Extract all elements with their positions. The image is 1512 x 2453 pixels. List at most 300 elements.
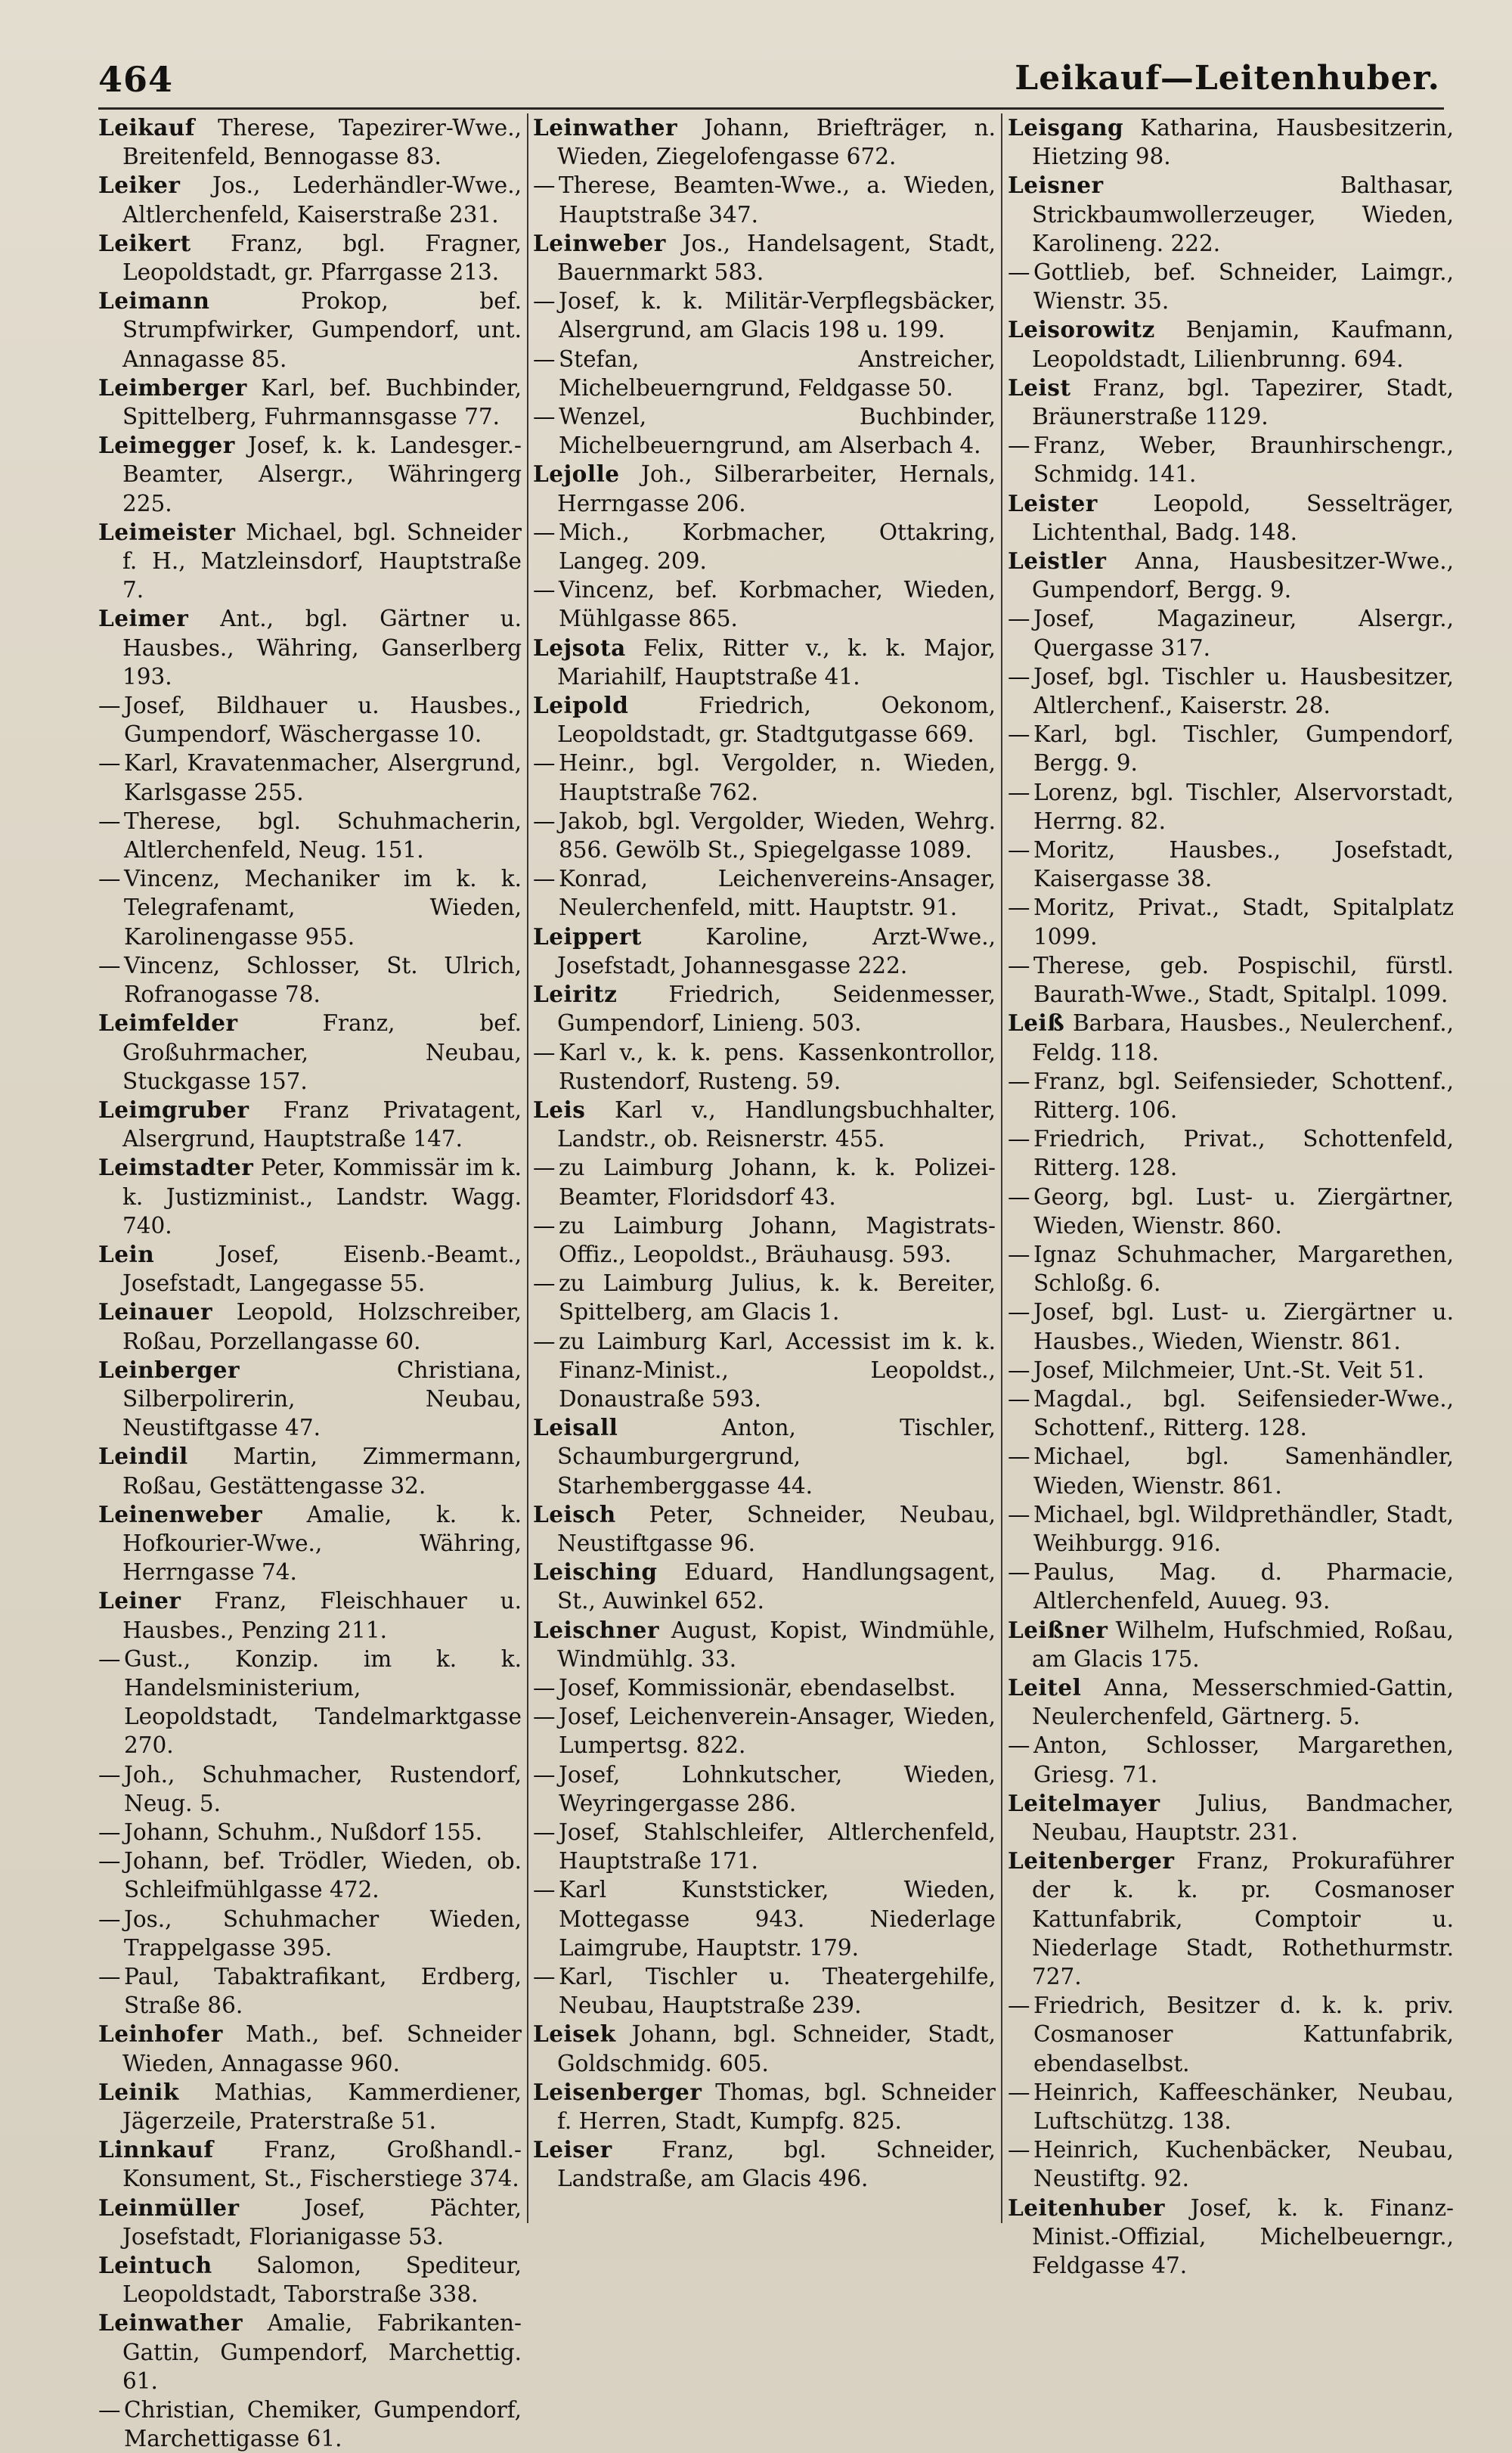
directory-entry: [98, 229, 522, 287]
ditto-dash: —: [98, 952, 121, 978]
ditto-dash: —: [533, 288, 556, 315]
entry-text: Katharina, Hausbesitzerin, Hietzing 98.: [1032, 115, 1454, 170]
surname: Leimeister: [98, 518, 236, 545]
surname: Leinhofer: [98, 2020, 223, 2048]
entry-text: zu Laimburg Johann, k. k. Polizei-Beamter, Floridsdorf 43.: [559, 1155, 996, 1210]
entry-text: Heinr., bgl. Vergolder, n. Wieden, Hauptstraße 762.: [559, 750, 996, 805]
sub-entry: [533, 1211, 996, 1269]
entry-text: Christiana, Silberpolirerin, Neubau, Neustiftgasse 47.: [122, 1357, 522, 1441]
surname: Leis: [533, 1096, 586, 1123]
ditto-dash: —: [533, 1674, 556, 1701]
entry-text: Franz, bgl. Tapezirer, Stadt, Bräunerstraße 1129.: [1032, 374, 1454, 430]
directory-entry: [533, 2078, 996, 2135]
surname: Leimegger: [98, 432, 235, 459]
entry-text: Leopold, Holzschreiber, Roßau, Porzellangasse 60.: [122, 1299, 522, 1354]
sub-entry: [1008, 1298, 1454, 1355]
entry-text: Friedrich, Privat., Schottenfeld, Ritterg. 128.: [1033, 1126, 1454, 1181]
directory-entry: [533, 229, 996, 287]
sub-entry: [98, 1645, 522, 1760]
entry-text: Joh., Silberarbeiter, Hernals, Herrngasse 206.: [557, 461, 996, 516]
surname: Leist: [1008, 374, 1071, 401]
ditto-dash: —: [533, 1212, 556, 1239]
surname: Leinwather: [533, 114, 678, 141]
ditto-dash: —: [533, 750, 556, 777]
surname: Leikert: [98, 229, 191, 256]
entry-text: Therese, Tapezirer-Wwe., Breitenfeld, Bennogasse 83.: [122, 115, 522, 170]
entry-text: Anton, Schlosser, Margarethen, Griesg. 71.: [1033, 1732, 1454, 1788]
surname: Leisching: [533, 1558, 658, 1586]
entry-text: Magdal., bgl. Seifensieder-Wwe., Schottenf., Ritterg. 128.: [1033, 1385, 1454, 1441]
sub-entry: [1008, 1500, 1454, 1558]
sub-entry: [533, 518, 996, 575]
sub-entry: [533, 864, 996, 922]
entry-text: Gust., Konzip. im k. k. Handelsministerium, Leopoldstadt, Tandelmarktgasse 270.: [124, 1645, 522, 1759]
entry-text: Karl Kunststicker, Wieden, Mottegasse 943. Niederlage Laimgrube, Hauptstr. 179.: [559, 1877, 996, 1961]
directory-entry: [98, 1442, 522, 1499]
ditto-dash: —: [533, 1270, 556, 1297]
ditto-dash: —: [98, 1848, 121, 1875]
directory-entry: [98, 171, 522, 228]
ditto-dash: —: [533, 866, 556, 892]
directory-entry: [1008, 489, 1454, 547]
entry-text: Gottlieb, bef. Schneider, Laimgr., Wienstr. 35.: [1033, 259, 1454, 315]
directory-entry: [1008, 1673, 1454, 1731]
entry-text: Josef, bgl. Lust- u. Ziergärtner u. Hausbes., Wieden, Wienstr. 861.: [1033, 1299, 1454, 1354]
entry-text: Johann, Briefträger, n. Wieden, Ziegelofengasse 672.: [557, 115, 996, 170]
entry-text: Joh., Schuhmacher, Rustendorf, Neug. 5.: [124, 1761, 522, 1816]
entry-text: Franz, Prokuraführer der k. k. pr. Cosmanoser Kattunfabrik, Comptoir u. Niederlage Stadt, Rothethurmstr. 727.: [1032, 1848, 1454, 1989]
directory-entry: [98, 374, 522, 431]
directory-entry: [533, 1413, 996, 1500]
ditto-dash: —: [1008, 1501, 1030, 1527]
sub-entry: [98, 864, 522, 951]
entry-text: Stefan, Anstreicher, Michelbeuerngrund, Feldgasse 50.: [559, 346, 996, 401]
ditto-dash: —: [98, 866, 121, 892]
sub-entry: [1008, 2078, 1454, 2135]
sub-entry: [1008, 836, 1454, 893]
column-2: [533, 113, 996, 2231]
entry-text: Vincenz, Mechaniker im k. k. Telegrafenamt, Wieden, Karolinengasse 955.: [124, 866, 522, 950]
column-divider: [527, 113, 528, 2223]
ditto-dash: —: [1008, 952, 1030, 978]
sub-entry: [533, 345, 996, 402]
ditto-dash: —: [1008, 433, 1030, 459]
entry-text: Josef, Milchmeier, Unt.-St. Veit 51.: [1033, 1357, 1424, 1383]
entry-text: Lorenz, bgl. Tischler, Alservorstadt, Herrng. 82.: [1033, 779, 1454, 834]
directory-entry: [98, 2078, 522, 2135]
directory-entry: [98, 604, 522, 691]
entry-text: Ignaz Schuhmacher, Margarethen, Schloßg. 6.: [1033, 1241, 1454, 1297]
ditto-dash: —: [1008, 606, 1030, 632]
entry-text: Math., bef. Schneider Wieden, Annagasse 960.: [122, 2021, 522, 2076]
surname: Leisner: [1008, 172, 1104, 199]
surname: Leitel: [1008, 1673, 1082, 1701]
entry-text: Leopold, Sesselträger, Lichtenthal, Badg. 148.: [1032, 490, 1454, 545]
surname: Leinberger: [98, 1356, 240, 1383]
entry-text: Paulus, Mag. d. Pharmacie, Altlerchenfeld, Auueg. 93.: [1033, 1559, 1454, 1614]
directory-entry: [98, 287, 522, 374]
entry-text: Felix, Ritter v., k. k. Major, Mariahilf, Hauptstraße 41.: [557, 634, 996, 690]
ditto-dash: —: [98, 1906, 121, 1932]
sub-entry: [533, 575, 996, 633]
entry-text: Therese, Beamten-Wwe., a. Wieden, Hauptstraße 347.: [559, 172, 996, 228]
entry-text: Franz, bef. Großuhrmacher, Neubau, Stuckgasse 157.: [122, 1010, 522, 1094]
surname: Leimer: [98, 605, 189, 632]
sub-entry: [1008, 1731, 1454, 1788]
entry-text: Peter, Schneider, Neubau, Neustiftgasse 96.: [557, 1501, 996, 1556]
directory-entry: [98, 1500, 522, 1587]
sub-entry: [1008, 662, 1454, 720]
surname: Leisch: [533, 1500, 616, 1527]
entry-text: Friedrich, Oekonom, Leopoldstadt, gr. Stadtgutgasse 669.: [557, 693, 996, 748]
surname: Leitenberger: [1008, 1847, 1175, 1875]
sub-entry: [98, 1905, 522, 1962]
entry-text: Wenzel, Buchbinder, Michelbeuerngrund, am Alserbach 4.: [559, 404, 996, 459]
entry-text: Franz, bgl. Schneider, Landstraße, am Glacis 496.: [557, 2137, 996, 2192]
sub-entry: [533, 402, 996, 460]
surname: Leinmüller: [98, 2194, 240, 2221]
ditto-dash: —: [1008, 895, 1030, 921]
sub-entry: [98, 2396, 522, 2453]
entry-text: Vincenz, Schlosser, St. Ulrich, Rofranogasse 78.: [124, 952, 522, 1008]
sub-entry: [533, 1673, 996, 1702]
ditto-dash: —: [1008, 779, 1030, 805]
entry-text: Julius, Bandmacher, Neubau, Hauptstr. 231.: [1032, 1790, 1454, 1845]
entry-text: Michael, bgl. Schneider f. H., Matzleinsdorf, Hauptstraße 7.: [122, 519, 522, 603]
sub-entry: [1008, 778, 1454, 836]
surname: Leiner: [98, 1587, 181, 1614]
surname: Leisenberger: [533, 2078, 702, 2105]
surname: Leisgang: [1008, 114, 1124, 141]
directory-entry: [98, 2194, 522, 2251]
ditto-dash: —: [533, 1761, 556, 1788]
sub-entry: [1008, 1991, 1454, 2078]
surname: Leißner: [1008, 1616, 1108, 1643]
entry-text: Johann, bef. Trödler, Wieden, ob. Schleifmühlgasse 472.: [124, 1848, 522, 1903]
surname: Leiker: [98, 172, 181, 199]
directory-entry: [98, 518, 522, 605]
entry-text: Franz, Fleischhauer u. Hausbes., Penzing 211.: [122, 1588, 522, 1643]
entry-text: Balthasar, Strickbaumwollerzeuger, Wieden, Karolineng. 222.: [1032, 172, 1454, 256]
ditto-dash: —: [98, 1819, 121, 1845]
ditto-dash: —: [1008, 721, 1030, 748]
entry-text: Moritz, Hausbes., Josefstadt, Kaisergasse 38.: [1033, 837, 1454, 892]
entry-text: Prokop, bef. Strumpfwirker, Gumpendorf, unt. Annagasse 85.: [122, 288, 522, 372]
ditto-dash: —: [1008, 1444, 1030, 1470]
directory-entry: [98, 1298, 522, 1355]
entry-text: Franz Privatagent, Alsergrund, Hauptstraße 147.: [122, 1096, 522, 1152]
surname: Leimstadter: [98, 1154, 254, 1181]
surname: Leitelmayer: [1008, 1789, 1160, 1816]
surname: Leisorowitz: [1008, 316, 1155, 343]
surname: Leiß: [1008, 1009, 1065, 1037]
directory-entry: [533, 113, 996, 171]
sub-entry: [533, 171, 996, 228]
surname: Linnkauf: [98, 2136, 214, 2163]
ditto-dash: —: [1008, 1559, 1030, 1586]
entry-text: Vincenz, bef. Korbmacher, Wieden, Mühlgasse 865.: [559, 577, 996, 632]
directory-entry: [98, 2020, 522, 2077]
entry-text: Karl v., k. k. pens. Kassenkontrollor, Rustendorf, Rusteng. 59.: [559, 1039, 996, 1094]
sub-entry: [98, 951, 522, 1009]
sub-entry: [533, 1153, 996, 1211]
entry-text: Amalie, Fabrikanten-Gattin, Gumpendorf, Marchettig. 61.: [122, 2310, 522, 2394]
ditto-dash: —: [533, 172, 556, 199]
sub-entry: [1008, 2135, 1454, 2193]
surname: Leippert: [533, 923, 642, 950]
ditto-dash: —: [1008, 259, 1030, 286]
directory-entry: [1008, 171, 1454, 258]
sub-entry: [1008, 951, 1454, 1009]
directory-entry: [98, 1153, 522, 1240]
sub-entry: [533, 1702, 996, 1760]
surname: Leintuch: [98, 2252, 212, 2279]
entry-text: Anton, Tischler, Schaumburgergrund, Starhemberggasse 44.: [557, 1415, 996, 1499]
surname: Leinauer: [98, 1298, 213, 1326]
ditto-dash: —: [1008, 2137, 1030, 2163]
ditto-dash: —: [98, 1761, 121, 1788]
surname: Leipold: [533, 692, 629, 719]
ditto-dash: —: [98, 1964, 121, 1989]
surname: Leikauf: [98, 114, 195, 141]
directory-entry: [533, 2135, 996, 2193]
sub-entry: [98, 1818, 522, 1847]
directory-entry: [533, 2020, 996, 2077]
entry-text: Ant., bgl. Gärtner u. Hausbes., Währing, Ganserlberg 193.: [122, 606, 522, 690]
entry-text: Anna, Messerschmied-Gattin, Neulerchenfeld, Gärtnerg. 5.: [1032, 1674, 1454, 1730]
column-3: [1008, 113, 1454, 2279]
entry-text: Salomon, Spediteur, Leopoldstadt, Taborstraße 338.: [122, 2253, 522, 2308]
entry-text: Therese, bgl. Schuhmacherin, Altlerchenfeld, Neug. 151.: [124, 808, 522, 864]
entry-text: Johann, bgl. Schneider, Stadt, Goldschmidg. 605.: [557, 2021, 996, 2076]
entry-text: Karl, bef. Buchbinder, Spittelberg, Fuhrmannsgasse 77.: [122, 374, 522, 430]
entry-text: zu Laimburg Karl, Accessist im k. k. Finanz-Minist., Leopoldst., Donaustraße 593.: [559, 1328, 996, 1412]
directory-entry: [98, 1356, 522, 1443]
surname: Leinweber: [533, 229, 666, 256]
sub-entry: [1008, 604, 1454, 662]
entry-text: Karl v., Handlungsbuchhalter, Landstr., ob. Reisnerstr. 455.: [557, 1096, 996, 1152]
directory-entry: [1008, 1009, 1454, 1066]
entry-text: Jos., Handelsagent, Stadt, Bauernmarkt 583.: [557, 230, 996, 286]
entry-text: Jos., Schuhmacher Wieden, Trappelgasse 395.: [124, 1906, 522, 1961]
directory-entry: [1008, 1847, 1454, 1991]
entry-text: Friedrich, Seidenmesser, Gumpendorf, Linieng. 503.: [557, 982, 996, 1037]
directory-entry: [1008, 113, 1454, 171]
sub-entry: [98, 1847, 522, 1904]
directory-entry: [98, 113, 522, 171]
ditto-dash: —: [1008, 1299, 1030, 1326]
directory-entry: [1008, 547, 1454, 604]
entry-text: Josef, k. k. Militär-Verpflegsbäcker, Alsergrund, am Glacis 198 u. 199.: [559, 288, 996, 343]
sub-entry: [533, 1760, 996, 1818]
directory-entry: [533, 980, 996, 1037]
sub-entry: [1008, 1442, 1454, 1499]
surname: Leinenweber: [98, 1500, 262, 1527]
sub-entry: [1008, 1240, 1454, 1298]
entry-text: Josef, k. k. Finanz-Minist.-Offizial, Michelbeuerngr., Feldgasse 47.: [1032, 2194, 1454, 2279]
entry-text: Eduard, Handlungsagent, St., Auwinkel 652.: [557, 1559, 996, 1614]
entry-text: Josef, k. k. Landesger.-Beamter, Alsergr., Währingerg 225.: [122, 433, 522, 516]
ditto-dash: —: [533, 519, 556, 545]
directory-entry: [98, 1096, 522, 1153]
entry-text: Karl, Tischler u. Theatergehilfe, Neubau, Hauptstraße 239.: [559, 1964, 996, 2019]
entry-text: Franz, bgl. Seifensieder, Schottenf., Ritterg. 106.: [1033, 1068, 1454, 1123]
ditto-dash: —: [1008, 1992, 1030, 2019]
ditto-dash: —: [98, 1645, 121, 1672]
running-head: Leikauf—Leitenhuber.: [1015, 59, 1440, 98]
sub-entry: [533, 749, 996, 806]
sub-entry: [98, 807, 522, 864]
ditto-dash: —: [98, 808, 121, 834]
ditto-dash: —: [533, 346, 556, 372]
entry-text: Barbara, Hausbes., Neulerchenf., Feldg. 118.: [1032, 1010, 1454, 1065]
directory-entry: [98, 1586, 522, 1644]
directory-entry: [533, 1500, 996, 1558]
ditto-dash: —: [1008, 1385, 1030, 1412]
entry-text: Josef, Magazineur, Alsergr., Quergasse 317.: [1033, 606, 1454, 661]
entry-text: Therese, geb. Pospischil, fürstl. Baurath-Wwe., Stadt, Spitalpl. 1099.: [1033, 952, 1454, 1008]
page-number: 464: [98, 59, 174, 100]
entry-text: Karl, bgl. Tischler, Gumpendorf, Bergg. 9.: [1033, 721, 1454, 777]
sub-entry: [533, 1327, 996, 1414]
entry-text: zu Laimburg Johann, Magistrats-Offiz., Leopoldst., Bräuhausg. 593.: [559, 1212, 996, 1267]
entry-text: Moritz, Privat., Stadt, Spitalplatz 1099.: [1033, 895, 1454, 950]
directory-entry: [1008, 2194, 1454, 2281]
directory-entry: [98, 2309, 522, 2396]
directory-entry: [1008, 1616, 1454, 1673]
sub-entry: [98, 691, 522, 749]
directory-entry: [533, 460, 996, 517]
ditto-dash: —: [1008, 837, 1030, 864]
ditto-dash: —: [1008, 663, 1030, 690]
surname: Leinwather: [98, 2309, 243, 2337]
entry-text: Josef, Bildhauer u. Hausbes., Gumpendorf, Wäschergasse 10.: [124, 693, 522, 748]
column-1: [98, 113, 522, 2452]
entry-text: Franz, Großhandl.-Konsument, St., Fischerstiege 374.: [122, 2137, 522, 2192]
directory-entry: [98, 2251, 522, 2309]
entry-text: Josef, bgl. Tischler u. Hausbesitzer, Altlerchenf., Kaiserstr. 28.: [1033, 663, 1454, 719]
sub-entry: [1008, 1124, 1454, 1182]
entry-text: Josef, Lohnkutscher, Wieden, Weyringergasse 286.: [559, 1761, 996, 1816]
ditto-dash: —: [98, 2397, 121, 2424]
ditto-dash: —: [1008, 1126, 1030, 1152]
surname: Lejsota: [533, 634, 626, 661]
header-rule: [98, 107, 1444, 110]
directory-entry: [98, 1240, 522, 1298]
entry-text: Christian, Chemiker, Gumpendorf, Marchettigasse 61.: [124, 2397, 522, 2452]
sub-entry: [1008, 1356, 1454, 1385]
entry-text: Mich., Korbmacher, Ottakring, Langeg. 209.: [559, 519, 996, 575]
sub-entry: [1008, 1558, 1454, 1615]
entry-text: Franz, bgl. Fragner, Leopoldstadt, gr. Pfarrgasse 213.: [122, 230, 522, 286]
entry-text: Josef, Stahlschleifer, Altlerchenfeld, Hauptstraße 171.: [559, 1819, 996, 1875]
entry-text: Anna, Hausbesitzer-Wwe., Gumpendorf, Bergg. 9.: [1032, 548, 1454, 603]
ditto-dash: —: [1008, 1183, 1030, 1210]
sub-entry: [98, 1962, 522, 2020]
entry-text: Thomas, bgl. Schneider f. Herren, Stadt, Kumpfg. 825.: [557, 2079, 996, 2135]
surname: Leimgruber: [98, 1096, 249, 1123]
ditto-dash: —: [1008, 1357, 1030, 1383]
sub-entry: [533, 287, 996, 344]
surname: Leister: [1008, 489, 1098, 516]
sub-entry: [1008, 893, 1454, 950]
entry-text: Heinrich, Kuchenbäcker, Neubau, Neustiftg. 92.: [1033, 2137, 1454, 2192]
ditto-dash: —: [533, 404, 556, 430]
entry-text: Friedrich, Besitzer d. k. k. priv. Cosmanoser Kattunfabrik, ebendaselbst.: [1033, 1992, 1454, 2076]
ditto-dash: —: [533, 1039, 556, 1065]
directory-entry: [533, 923, 996, 980]
entry-text: Heinrich, Kaffeeschänker, Neubau, Luftschützg. 138.: [1033, 2079, 1454, 2135]
surname: Leischner: [533, 1616, 659, 1643]
surname: Leiritz: [533, 981, 618, 1008]
directory-entry: [1008, 1789, 1454, 1847]
sub-entry: [1008, 1385, 1454, 1442]
ditto-dash: —: [1008, 1068, 1030, 1094]
ditto-dash: —: [533, 1819, 556, 1845]
surname: Leimberger: [98, 374, 247, 401]
surname: Leiser: [533, 2136, 612, 2163]
sub-entry: [533, 1038, 996, 1096]
entry-text: Amalie, k. k. Hofkourier-Wwe., Währing, Herrngasse 74.: [122, 1501, 522, 1586]
directory-entry: [1008, 315, 1454, 373]
ditto-dash: —: [533, 577, 556, 603]
entry-text: zu Laimburg Julius, k. k. Bereiter, Spittelberg, am Glacis 1.: [559, 1270, 996, 1326]
ditto-dash: —: [1008, 1732, 1030, 1759]
entry-text: Michael, bgl. Samenhändler, Wieden, Wienstr. 861.: [1033, 1444, 1454, 1499]
directory-entry: [533, 634, 996, 691]
directory-entry: [1008, 374, 1454, 431]
directory-entry: [98, 1009, 522, 1096]
ditto-dash: —: [1008, 1241, 1030, 1267]
entry-text: Benjamin, Kaufmann, Leopoldstadt, Lilienbrunng. 694.: [1032, 317, 1454, 372]
entry-text: Josef, Kommissionär, ebendaselbst.: [559, 1674, 956, 1701]
ditto-dash: —: [533, 1155, 556, 1181]
surname: Leimfelder: [98, 1009, 238, 1037]
ditto-dash: —: [533, 1964, 556, 1989]
directory-entry: [98, 431, 522, 518]
sub-entry: [1008, 1067, 1454, 1124]
entry-text: Wilhelm, Hufschmied, Roßau, am Glacis 175.: [1032, 1617, 1454, 1672]
ditto-dash: —: [533, 1328, 556, 1354]
sub-entry: [1008, 720, 1454, 777]
sub-entry: [533, 807, 996, 864]
entry-text: Johann, Schuhm., Nußdorf 155.: [124, 1819, 483, 1845]
directory-entry: [533, 1096, 996, 1153]
ditto-dash: —: [1008, 2079, 1030, 2105]
surname: Leindil: [98, 1443, 188, 1470]
entry-text: Paul, Tabaktrafikant, Erdberg, Straße 86.: [124, 1964, 522, 2019]
entry-text: Josef, Pächter, Josefstadt, Florianigasse 53.: [122, 2194, 522, 2250]
sub-entry: [1008, 431, 1454, 488]
surname: Leimann: [98, 287, 210, 315]
surname: Leisall: [533, 1414, 618, 1441]
ditto-dash: —: [533, 808, 556, 834]
sub-entry: [98, 1760, 522, 1818]
sub-entry: [533, 1875, 996, 1962]
entry-text: Jos., Lederhändler-Wwe., Altlerchenfeld, Kaiserstraße 231.: [122, 172, 522, 228]
surname: Leitenhuber: [1008, 2194, 1165, 2221]
entry-text: Mathias, Kammerdiener, Jägerzeile, Praterstraße 51.: [122, 2079, 522, 2135]
surname: Leinik: [98, 2078, 179, 2105]
entry-text: Peter, Kommissär im k. k. Justizminist., Landstr. Wagg. 740.: [122, 1155, 522, 1239]
entry-text: Josef, Leichenverein-Ansager, Wieden, Lumpertsg. 822.: [559, 1704, 996, 1759]
sub-entry: [533, 1962, 996, 2020]
entry-text: August, Kopist, Windmühle, Windmühlg. 33.: [557, 1617, 996, 1672]
ditto-dash: —: [533, 1877, 556, 1903]
page-header: [98, 53, 1440, 106]
entry-text: Karl, Kravatenmacher, Alsergrund, Karlsgasse 255.: [124, 750, 522, 805]
sub-entry: [533, 1269, 996, 1326]
